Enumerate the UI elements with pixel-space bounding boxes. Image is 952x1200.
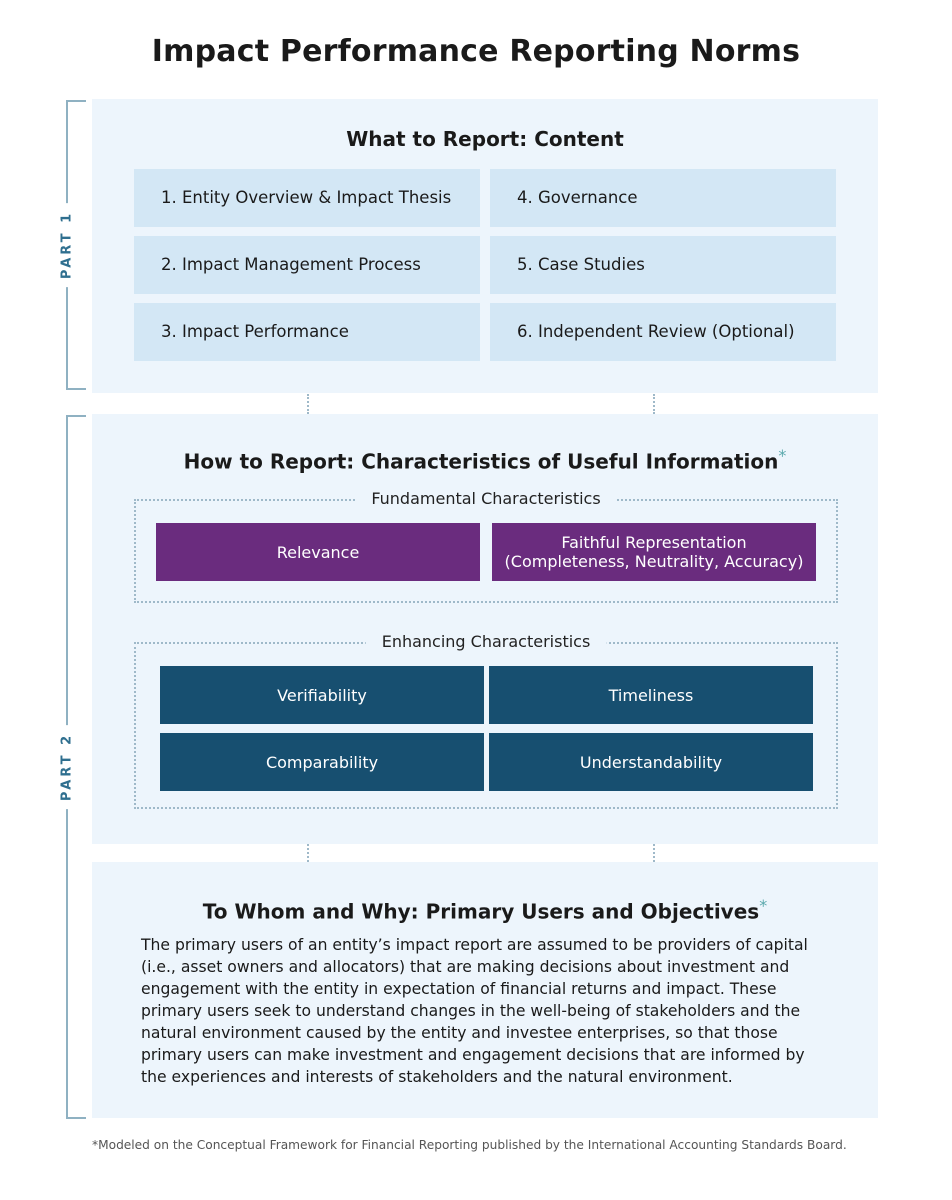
users-heading-text: To Whom and Why: Primary Users and Objectives [202, 899, 760, 924]
content-item: 6. Independent Review (Optional) [490, 303, 836, 361]
characteristics-heading-text: How to Report: Characteristics of Useful Information [183, 449, 779, 474]
faithful-line2: (Completeness, Neutrality, Accuracy) [504, 552, 804, 571]
connector-line [307, 394, 309, 414]
relevance-box [156, 523, 480, 581]
content-item: 2. Impact Management Process [134, 236, 480, 294]
connector-line [653, 844, 655, 862]
part2-label: PART 2 [54, 725, 81, 809]
asterisk-mark: * [778, 446, 787, 465]
enhancing-label: Enhancing Characteristics [366, 632, 607, 651]
part1-label: PART 1 [54, 203, 81, 287]
comparability-box [160, 733, 484, 791]
understandability-box [489, 733, 813, 791]
enhancing-group [134, 632, 838, 809]
characteristics-heading [92, 446, 878, 474]
fundamental-label: Fundamental Characteristics [355, 489, 616, 508]
page-title: Impact Performance Reporting Norms [151, 34, 801, 69]
comparability-label: Comparability [265, 752, 379, 772]
asterisk-mark: * [759, 896, 768, 915]
faithful-line1: Faithful Representation [561, 533, 747, 552]
content-item: 1. Entity Overview & Impact Thesis [134, 169, 480, 227]
content-item: 5. Case Studies [490, 236, 836, 294]
relevance-label: Relevance [276, 542, 360, 562]
content-item: 3. Impact Performance [134, 303, 480, 361]
connector-line [307, 844, 309, 862]
content-item: 4. Governance [490, 169, 836, 227]
connector-line [653, 394, 655, 414]
footnote: *Modeled on the Conceptual Framework for Financial Reporting published by the International Accounting Standards Board. [92, 1138, 847, 1152]
characteristics-panel [92, 414, 878, 844]
timeliness-label: Timeliness [608, 685, 694, 705]
verifiability-label: Verifiability [277, 685, 367, 705]
content-heading: What to Report: Content [346, 127, 624, 151]
timeliness-box [489, 666, 813, 724]
fundamental-group [134, 489, 838, 603]
faithful-representation-box [492, 523, 816, 581]
content-panel [92, 99, 878, 393]
users-heading [92, 896, 878, 924]
verifiability-box [160, 666, 484, 724]
understandability-label: Understandability [579, 752, 723, 772]
users-body-text: The primary users of an entity’s impact report are assumed to be providers of capital (i.e., asset owners and allocators) that are making decisions about investment and engagement with the entity in expectation of financial returns and impact. These primary users seek to understand changes in the well-being of stakeholders and the natural environment caused by the entity and investee enterprises, so that those primary users can make investment and engagement decisions that are informed by the experiences and interests of stakeholders and the natural environment. [141, 936, 808, 1086]
